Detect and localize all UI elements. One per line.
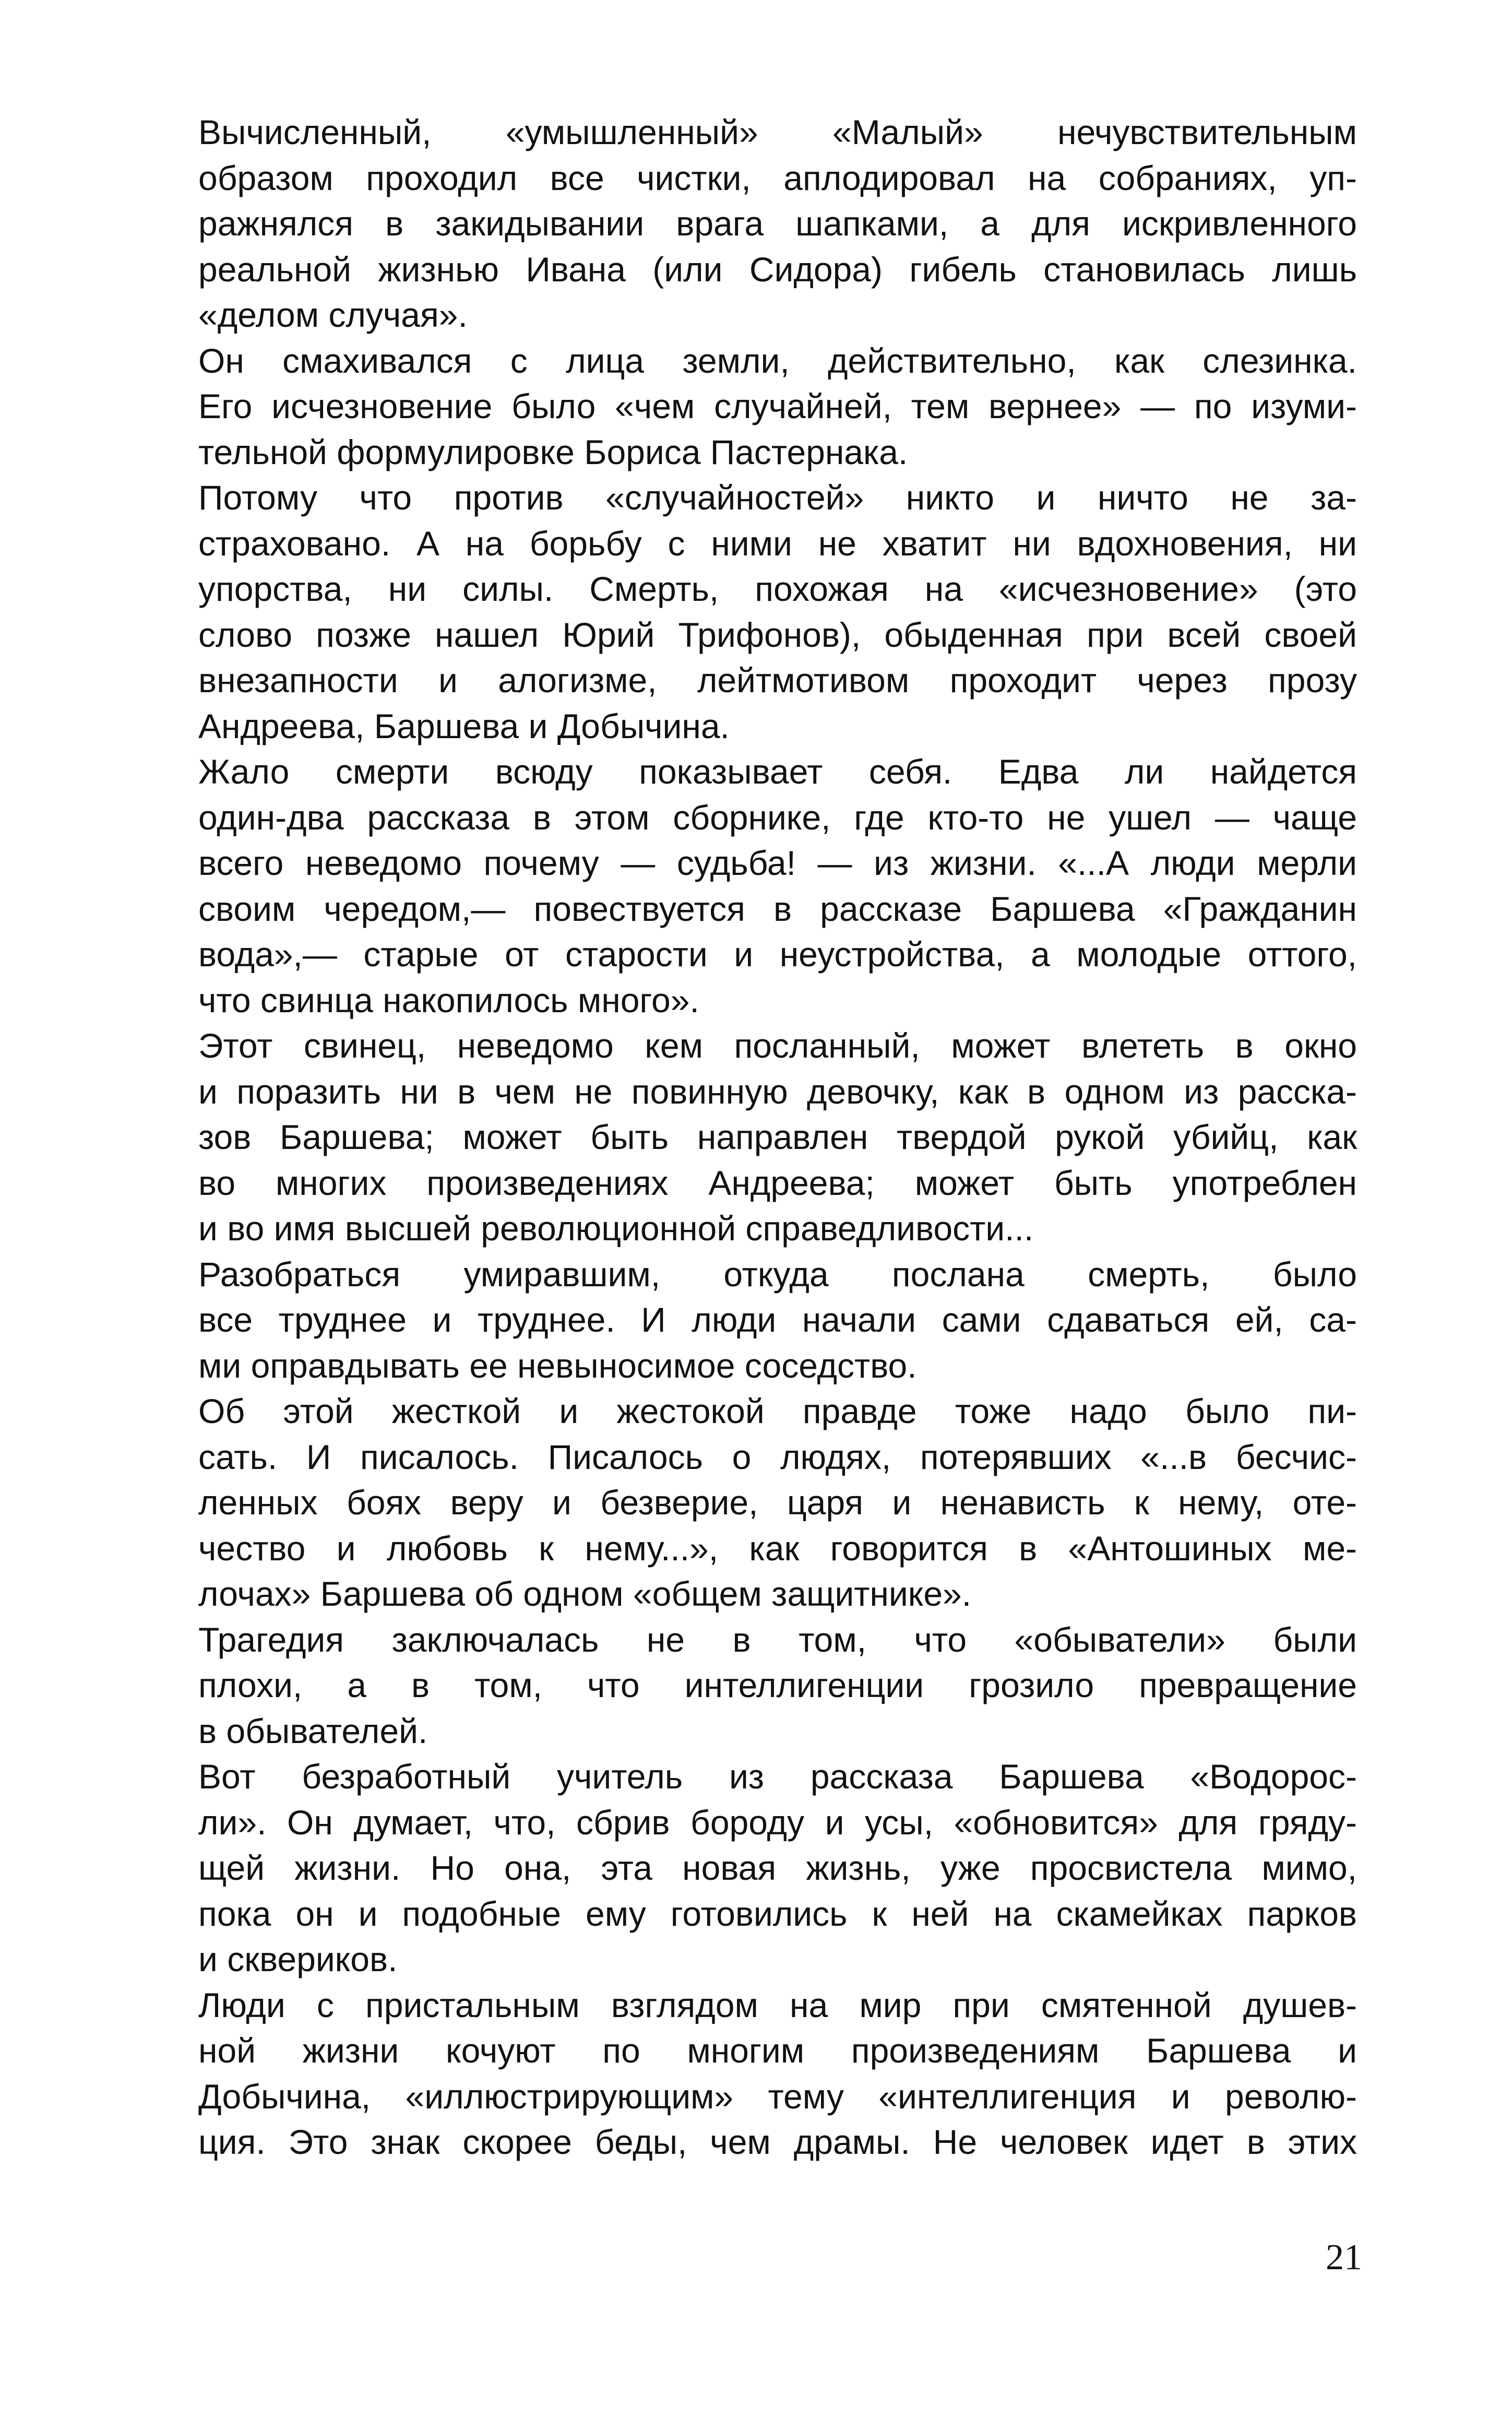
text-line: Трагедия заключалась не в том, что «обыватели» были (198, 1620, 1357, 1659)
text-line: Добычина, «иллюстрирующим» тему «интеллигенция и револю- (198, 2077, 1357, 2116)
text-line: Этот свинец, неведомо кем посланный, может влететь в окно (198, 1026, 1357, 1065)
text-line: Вот безработный учитель из рассказа Баршева «Водорос- (198, 1757, 1357, 1796)
text-line: плохи, а в том, что интеллигенции грозило превращение (198, 1666, 1357, 1704)
paragraph (198, 1389, 1357, 1617)
text-line: ражнялся в закидывании врага шапками, а для искривленного (198, 204, 1357, 243)
text-line: слово позже нашел Юрий Трифонов), обыденная при всей своей (198, 615, 1357, 654)
paragraph (198, 1983, 1357, 2165)
text-line: и сквериков. (198, 1940, 398, 1978)
paragraph (198, 1617, 1357, 1755)
text-line: чество и любовь к нему...», как говорится в «Антошиных ме- (198, 1528, 1357, 1568)
text-line: зов Баршева; может быть направлен твердой рукой убийц, как (198, 1118, 1357, 1156)
text-line: ленных боях веру и безверие, царя и ненависть к нему, оте- (198, 1483, 1357, 1522)
text-line: реальной жизнью Ивана (или Сидора) гибель становилась лишь (198, 250, 1357, 289)
text-line: Его исчезновение было «чем случайней, тем вернее» — по изуми- (198, 387, 1357, 425)
text-line: Потому что против «случайностей» никто и ничто не за- (198, 478, 1357, 517)
text-line: в обывателей. (198, 1711, 428, 1750)
page-number: 21 (1326, 2237, 1362, 2278)
text-line: своим чередом,— повествуется в рассказе Баршева «Гражданин (198, 889, 1357, 928)
text-line: страховано. А на борьбу с ними не хватит ни вдохновения, ни (198, 524, 1357, 563)
text-line: ли». Он думает, что, сбрив бороду и усы, «обновится» для гряду- (198, 1803, 1357, 1842)
text-line: сать. И писалось. Писалось о людях, потерявших «...в бесчис- (198, 1437, 1357, 1476)
text-line: один-два рассказа в этом сборнике, где кто-то не ушел — чаще (198, 798, 1357, 837)
text-line: во многих произведениях Андреева; может быть употреблен (198, 1163, 1357, 1202)
text-line: Люди с пристальным взглядом на мир при смятенной душев- (198, 1985, 1357, 2024)
text-line: внезапности и алогизме, лейтмотивом проходит через прозу (198, 661, 1357, 700)
text-line: пока он и подобные ему готовились к ней на скамейках парков (198, 1894, 1357, 1933)
paragraph (198, 749, 1357, 1023)
text-line: Вычисленный, «умышленный» «Малый» нечувствительным (198, 113, 1357, 151)
paragraph (198, 1252, 1357, 1389)
text-line: лочах» Баршева об одном «общем защитнике». (198, 1574, 972, 1613)
text-line: «делом случая». (198, 295, 468, 334)
page-body (198, 110, 1357, 2165)
paragraph (198, 338, 1357, 476)
paragraph (198, 110, 1357, 338)
text-line: вода»,— старые от старости и неустройства, а молодые оттого, (198, 935, 1357, 974)
text-line: Андреева, Баршева и Добычина. (198, 706, 730, 745)
text-line: ция. Это знак скорее беды, чем драмы. Не человек идет в этих (198, 2123, 1357, 2161)
text-line: Об этой жесткой и жестокой правде тоже надо было пи- (198, 1392, 1357, 1430)
text-line: всего неведомо почему — судьба! — из жизни. «...А люди мерли (198, 844, 1357, 882)
paragraph (198, 1023, 1357, 1252)
text-line: Он смахивался с лица земли, действительно, как слезинка. (198, 341, 1357, 380)
text-line: все труднее и труднее. И люди начали сами сдаваться ей, са- (198, 1300, 1357, 1339)
text-line: и поразить ни в чем не повинную девочку, как в одном из расска- (198, 1072, 1357, 1111)
text-line: тельной формулировке Бориса Пастернака. (198, 432, 908, 471)
text-line: упорства, ни силы. Смерть, похожая на «исчезновение» (это (198, 570, 1357, 608)
text-line: ми оправдывать ее невыносимое соседство. (198, 1346, 917, 1385)
text-line: ной жизни кочуют по многим произведениям Баршева и (198, 2031, 1357, 2070)
text-line: что свинца накопилось много». (198, 980, 699, 1020)
text-line: образом проходил все чистки, аплодировал на собраниях, уп- (198, 158, 1357, 197)
text-line: Жало смерти всюду показывает себя. Едва ли найдется (198, 752, 1357, 791)
paragraph (198, 475, 1357, 749)
text-line: щей жизни. Но она, эта новая жизнь, уже просвистела мимо, (198, 1848, 1357, 1887)
text-line: Разобраться умиравшим, откуда послана смерть, было (198, 1254, 1357, 1294)
text-line: и во имя высшей революционной справедливости... (198, 1209, 1034, 1248)
paragraph (198, 1754, 1357, 1983)
